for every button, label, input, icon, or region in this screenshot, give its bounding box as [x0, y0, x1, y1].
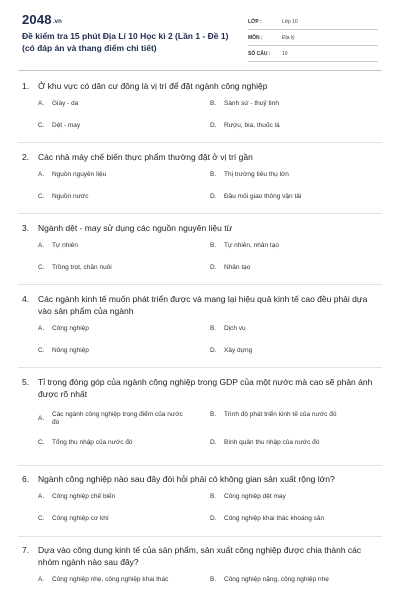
option-text: Công nghiệp chế biến	[52, 493, 116, 500]
question-body: Các ngành kinh tế muốn phát triển được và mang lại hiệu quả kinh tế cao đều phải dựa vào sản phẩm của ngành	[38, 294, 368, 316]
option-letter: C.	[38, 347, 45, 354]
question-text	[22, 474, 382, 486]
question-body: Tỉ trọng đóng góp của ngành công nghiệp trong GDP của một nước mà cao sẽ phản ánh được rõ nhất	[38, 377, 373, 399]
option-row	[38, 193, 382, 209]
info-row-count	[248, 46, 378, 62]
question-separator	[18, 213, 382, 214]
option-row	[38, 347, 382, 363]
option-a[interactable]	[38, 411, 188, 427]
option-letter: A.	[38, 493, 45, 500]
option-c[interactable]	[38, 264, 188, 272]
question-separator	[18, 284, 382, 285]
option-row	[38, 122, 382, 138]
option-letter: B.	[210, 171, 217, 178]
option-b[interactable]	[210, 242, 382, 250]
option-letter: A.	[38, 242, 45, 249]
option-b[interactable]	[210, 325, 382, 333]
question-text	[22, 81, 382, 93]
option-c[interactable]	[38, 122, 188, 130]
option-row	[38, 325, 382, 341]
option-text: Công nghiệp nhẹ, công nghiệp khai thác	[52, 576, 169, 583]
site-logo[interactable]	[22, 12, 62, 27]
question-body: Dựa vào công dụng kinh tế của sản phẩm, sản xuất công nghiệp được chia thành các nhóm ngành nào sau đây?	[38, 545, 362, 567]
option-a[interactable]	[38, 576, 203, 584]
option-letter: D.	[210, 515, 217, 522]
option-text: Dệt - may	[52, 122, 81, 129]
option-text: Công nghiệp nặng, công nghiệp nhẹ	[224, 576, 329, 583]
option-letter: A.	[38, 171, 45, 178]
option-text: Các ngành công nghiệp trọng điểm của nước đó	[52, 411, 183, 426]
question-number: 1.	[22, 81, 30, 91]
option-d[interactable]	[210, 122, 382, 130]
option-c[interactable]	[38, 193, 188, 201]
question-2	[22, 152, 382, 200]
option-b[interactable]	[210, 171, 382, 179]
option-text: Công nghiệp cơ khí	[52, 515, 109, 522]
option-letter: D.	[210, 193, 217, 200]
option-c[interactable]	[38, 347, 188, 355]
info-label: MÔN :	[248, 34, 263, 41]
info-value: Địa lý	[282, 34, 295, 41]
option-text: Công nghiệp khai thác khoáng sản	[224, 515, 325, 522]
question-separator	[18, 536, 382, 537]
question-number: 3.	[22, 223, 30, 233]
option-letter: C.	[38, 264, 45, 271]
option-letter: C.	[38, 439, 45, 446]
info-value: Lớp 10	[282, 18, 298, 25]
question-body: Ngành công nghiệp nào sau đây đòi hỏi phải có không gian sản xuất rộng lớn?	[38, 474, 335, 484]
option-text: Đầu mối giao thông vận tải	[224, 193, 302, 200]
option-letter: B.	[210, 242, 217, 249]
option-text: Dịch vụ	[224, 325, 246, 332]
question-separator	[18, 142, 382, 143]
option-a[interactable]	[38, 242, 188, 250]
option-text: Trình độ phát triển kinh tế của nước đó	[224, 411, 337, 418]
option-d[interactable]	[210, 347, 382, 355]
option-text: Xây dựng	[224, 347, 253, 354]
option-text: Tự nhiên	[52, 242, 79, 249]
option-c[interactable]	[38, 515, 188, 523]
option-d[interactable]	[210, 439, 382, 447]
question-separator	[18, 465, 382, 466]
info-table	[248, 14, 378, 62]
option-row	[38, 100, 382, 116]
option-row	[38, 411, 382, 427]
option-letter: C.	[38, 515, 45, 522]
logo-suffix: .vn	[52, 19, 63, 25]
question-3	[22, 223, 382, 271]
question-text	[22, 377, 382, 400]
option-letter: B.	[210, 411, 217, 418]
option-text: Giày - da	[52, 100, 79, 107]
option-row	[38, 439, 382, 455]
option-letter: C.	[38, 122, 45, 129]
option-letter: D.	[210, 347, 217, 354]
option-letter: D.	[210, 439, 217, 446]
info-row-subject	[248, 30, 378, 46]
option-letter: C.	[38, 193, 45, 200]
question-number: 7.	[22, 545, 30, 555]
info-label: LỚP :	[248, 18, 262, 25]
question-text	[22, 294, 382, 317]
option-b[interactable]	[210, 493, 382, 501]
option-text: Nguồn nguyên liệu	[52, 171, 107, 178]
question-number: 2.	[22, 152, 30, 162]
option-b[interactable]	[210, 411, 382, 419]
question-body: Ở khu vực có dân cư đông là vị trí để đặt ngành công nghiệp	[38, 81, 268, 91]
option-text: Nguồn nước	[52, 193, 89, 200]
option-c[interactable]	[38, 439, 188, 447]
option-text: Nhân tạo	[224, 264, 251, 271]
question-1	[22, 81, 382, 129]
option-a[interactable]	[38, 325, 188, 333]
page-header	[0, 0, 400, 62]
option-row	[38, 242, 382, 258]
document-title: Đề kiểm tra 15 phút Địa Lí 10 Học kì 2 (Lần 1 - Đề 1) (có đáp án và thang điểm chi tiết)	[22, 31, 229, 53]
option-row	[38, 515, 382, 531]
option-row	[38, 576, 382, 592]
option-text: Công nghiệp	[52, 325, 89, 332]
option-letter: B.	[210, 576, 217, 583]
option-text: Tự nhiên, nhân tạo	[224, 242, 279, 249]
option-text: Thị trường tiêu thụ lớn	[224, 171, 289, 178]
option-a[interactable]	[38, 493, 188, 501]
option-d[interactable]	[210, 515, 382, 523]
option-a[interactable]	[38, 100, 188, 108]
option-b[interactable]	[210, 100, 382, 108]
question-body: Ngành dệt - may sử dụng các nguồn nguyên liệu từ	[38, 223, 233, 233]
option-letter: B.	[210, 493, 217, 500]
question-body: Các nhà máy chế biến thực phẩm thường đặt ở vị trí gần	[38, 152, 253, 162]
option-letter: A.	[38, 100, 45, 107]
question-6	[22, 474, 382, 522]
option-text: Nông nghiệp	[52, 347, 89, 354]
option-letter: A.	[38, 325, 45, 332]
question-text	[22, 545, 382, 568]
info-label: SỐ CÂU :	[248, 50, 271, 57]
option-text: Bình quân thu nhập của nước đó	[224, 439, 320, 446]
info-row-class	[248, 14, 378, 30]
option-letter: A.	[38, 576, 45, 583]
question-text	[22, 223, 382, 235]
option-letter: B.	[210, 325, 217, 332]
option-letter: B.	[210, 100, 217, 107]
option-text: Rượu, bia, thuốc lá	[224, 122, 280, 129]
option-a[interactable]	[38, 171, 188, 179]
option-text: Tổng thu nhập của nước đó	[52, 439, 133, 446]
option-text: Sành sứ - thuỷ tinh	[224, 100, 279, 107]
question-number: 5.	[22, 377, 30, 387]
option-letter: A.	[38, 415, 45, 422]
option-row	[38, 264, 382, 280]
option-row	[38, 493, 382, 509]
option-letter: D.	[210, 122, 217, 129]
question-number: 4.	[22, 294, 30, 304]
header-divider	[18, 70, 382, 71]
option-b[interactable]	[210, 576, 382, 584]
option-d[interactable]	[210, 264, 382, 272]
option-letter: D.	[210, 264, 217, 271]
question-separator	[18, 367, 382, 368]
option-text: Công nghiệp dệt may	[224, 493, 286, 500]
info-value: 10	[282, 50, 288, 57]
question-7	[22, 545, 382, 583]
question-number: 6.	[22, 474, 30, 484]
question-4	[22, 294, 382, 354]
option-row	[38, 171, 382, 187]
option-d[interactable]	[210, 193, 382, 201]
logo-text: 2048	[22, 12, 52, 27]
question-text	[22, 152, 382, 164]
question-5	[22, 377, 382, 446]
option-text: Trồng trọt, chăn nuôi	[52, 264, 112, 271]
